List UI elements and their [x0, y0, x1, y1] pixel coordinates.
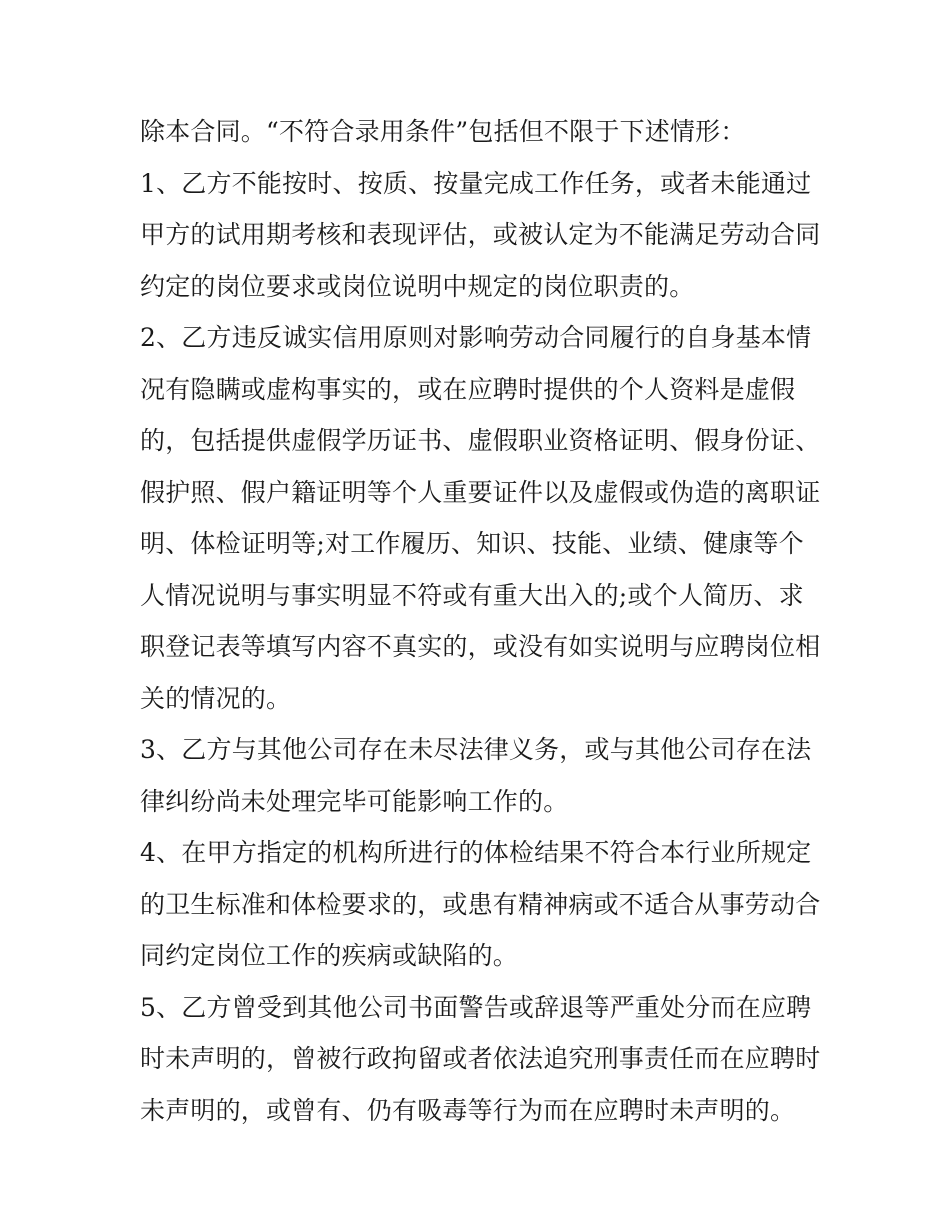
- text-line: 4、在甲方指定的机构所进行的体检结果不符合本行业所规定: [140, 838, 812, 867]
- text-line: 3、乙方与其他公司存在未尽法律义务，或与其他公司存在法: [140, 735, 812, 764]
- text-line: 5、乙方曾受到其他公司书面警告或辞退等严重处分而在应聘: [140, 992, 812, 1022]
- text-line: 1、乙方不能按时、按质、按量完成工作任务，或者未能通过: [140, 168, 812, 198]
- text-line: 况有隐瞒或虚构事实的，或在应聘时提供的个人资料是虚假: [140, 374, 796, 404]
- text-line: 的卫生标准和体检要求的，或患有精神病或不适合从事劳动合: [140, 889, 821, 919]
- text-line: 除本合同。“不符合录用条件”包括但不限于下述情形：: [140, 117, 746, 146]
- text-line: 约定的岗位要求或岗位说明中规定的岗位职责的。: [140, 271, 695, 301]
- text-line: 的，包括提供虚假学历证书、虚假职业资格证明、假身份证、: [140, 426, 821, 455]
- text-line: 明、体检证明等;对工作履历、知识、技能、业绩、健康等个: [140, 529, 804, 558]
- text-line: 律纠纷尚未处理完毕可能影响工作的。: [140, 786, 569, 816]
- text-line: 人情况说明与事实明显不符或有重大出入的;或个人简历、求: [140, 580, 804, 610]
- text-line: 关的情况的。: [140, 683, 292, 713]
- text-line: 未声明的，或曾有、仍有吸毒等行为而在应聘时未声明的。: [140, 1095, 796, 1125]
- text-line: 2、乙方违反诚实信用原则对影响劳动合同履行的自身基本情: [140, 323, 812, 352]
- text-line: 甲方的试用期考核和表现评估，或被认定为不能满足劳动合同: [140, 220, 821, 249]
- text-line: 职登记表等填写内容不真实的，或没有如实说明与应聘岗位相: [140, 632, 821, 661]
- text-line: 同约定岗位工作的疾病或缺陷的。: [140, 941, 519, 970]
- text-line: 时未声明的，曾被行政拘留或者依法追究刑事责任而在应聘时: [140, 1044, 821, 1073]
- text-line: 假护照、假户籍证明等个人重要证件以及虚假或伪造的离职证: [140, 477, 821, 507]
- document-body: [140, 106, 820, 1136]
